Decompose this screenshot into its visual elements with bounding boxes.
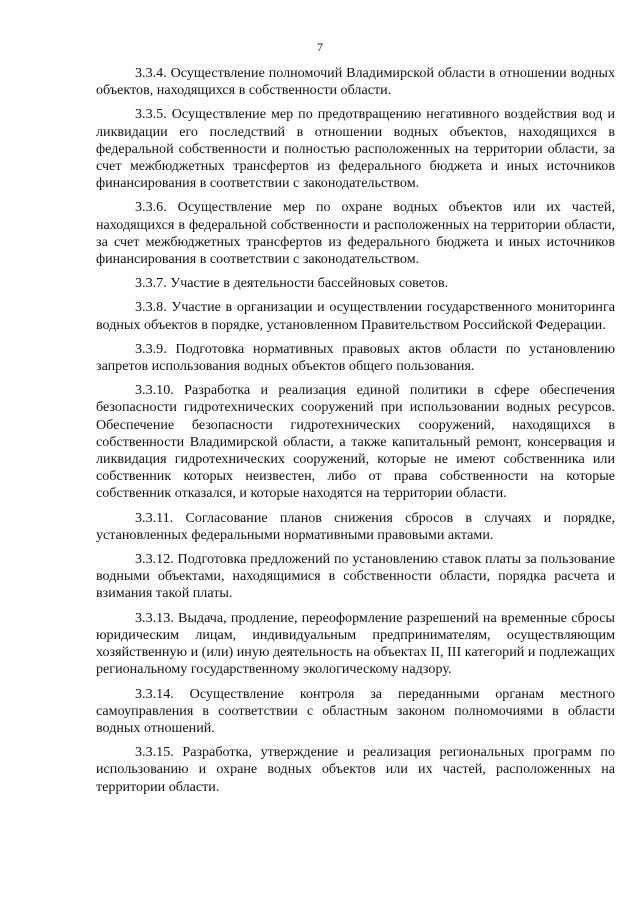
paragraph-3-3-5: 3.3.5. Осуществление мер по предотвращению негативного воздействия вод и ликвидации его последствий в отношении водных объектов, находящихся в федеральной собственности и полностью расположенных на территории области, за счет межбюджетных трансфертов из федерального бюджета и иных источников финансирования в соответствии с законодательством.: [96, 106, 615, 192]
page-number: 7: [317, 40, 323, 54]
paragraph-3-3-13: 3.3.13. Выдача, продление, переоформление разрешений на временные сбросы юридическим лицам, индивидуальным предпринимателям, осуществляющим хозяйственную и (или) иную деятельность на объектах II, III категорий и подлежащих региональному государственному экологическому надзору.: [96, 609, 615, 678]
document-body: [96, 65, 615, 803]
paragraph-3-3-9: 3.3.9. Подготовка нормативных правовых актов области по установлению запретов использования водных объектов общего пользования.: [96, 340, 615, 375]
paragraph-3-3-6: 3.3.6. Осуществление мер по охране водных объектов или их частей, находящихся в федеральной собственности и расположенных на территории области, за счет межбюджетных трансфертов из федерального бюджета и иных источников финансирования в соответствии с законодательством.: [96, 199, 615, 268]
paragraph-3-3-8: 3.3.8. Участие в организации и осуществлении государственного мониторинга водных объектов в порядке, установленном Правительством Российской Федерации.: [96, 299, 615, 333]
paragraph-3-3-7: 3.3.7. Участие в деятельности бассейновых советов.: [135, 275, 449, 292]
paragraph-3-3-11: 3.3.11. Согласование планов снижения сбросов в случаях и порядке, установленных федеральными нормативными правовыми актами.: [96, 509, 615, 543]
paragraph-3-3-12: 3.3.12. Подготовка предложений по установлению ставок платы за пользование водными объектами, находящимися в собственности области, порядка расчета и взимания такой платы.: [96, 551, 615, 602]
paragraph-3-3-15: 3.3.15. Разработка, утверждение и реализация региональных программ по использованию и охране водных объектов или их частей, расположенных на территории области.: [96, 744, 615, 795]
paragraph-3-3-14: 3.3.14. Осуществление контроля за переданными органам местного самоуправления в соответствии с областным законом полномочиями в области водных отношений.: [96, 685, 615, 736]
paragraph-3-3-4: 3.3.4. Осуществление полномочий Владимирской области в отношении водных объектов, находящихся в собственности области.: [96, 65, 615, 99]
paragraph-3-3-10: 3.3.10. Разработка и реализация единой политики в сфере обеспечения безопасности гидротехнических сооружений при использовании водных ресурсов. Обеспечение безопасности гидротехнических сооружений, находящихся в собственности Владимирской области, а также капитальный ремонт, консервация и ликвидация гидротехнических сооружений, которые не имеют собственника или собственник которых неизвестен, либо от права собственности на которые собственник отказался, и которые находятся на территории области.: [96, 382, 615, 502]
